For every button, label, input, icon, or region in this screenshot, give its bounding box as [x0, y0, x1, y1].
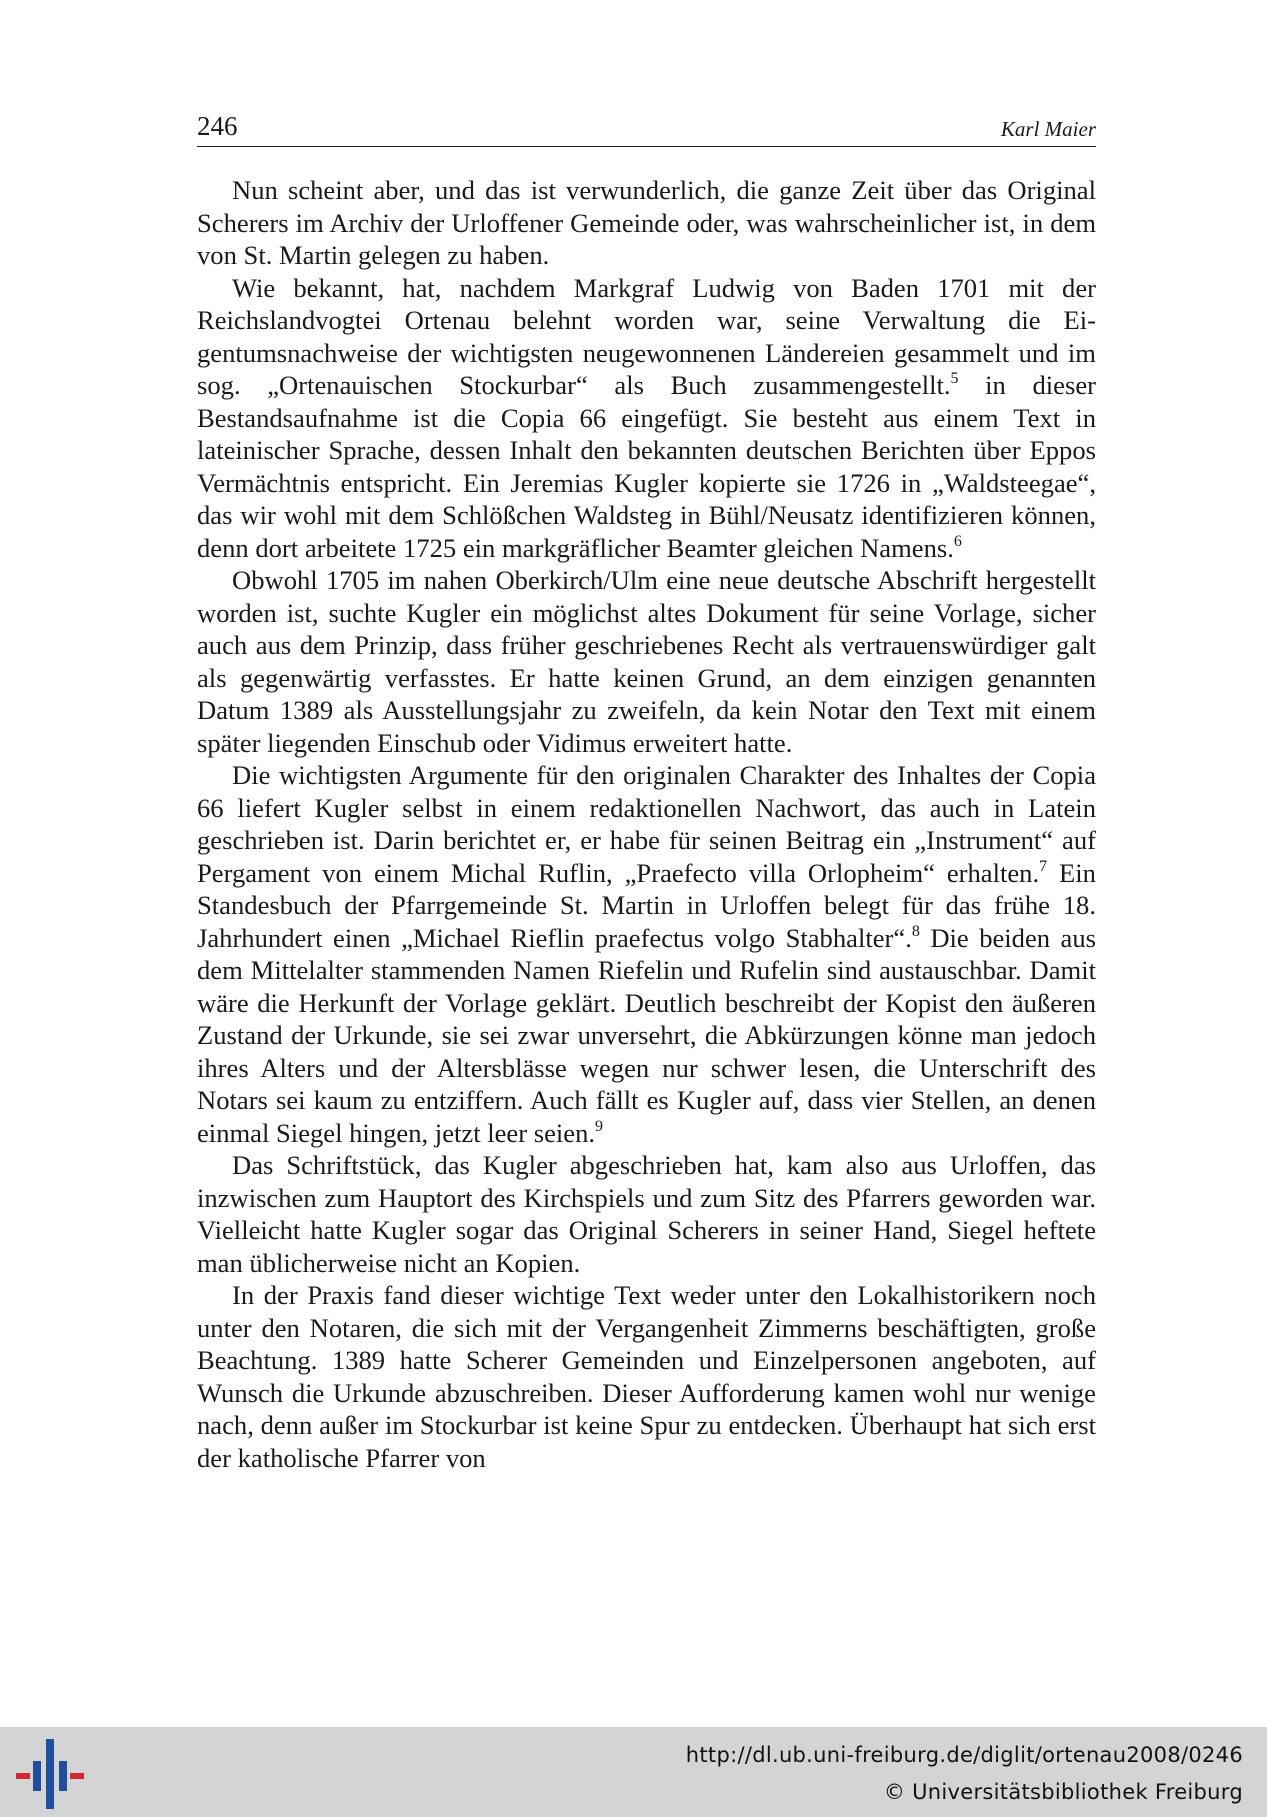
- paragraph: [197, 1149, 1096, 1279]
- footnote-reference[interactable]: 8: [911, 922, 920, 940]
- source-url-link[interactable]: http://dl.ub.uni-freiburg.de/diglit/ortenau2008/0246: [685, 1743, 1243, 1767]
- footnote-reference[interactable]: 9: [595, 1117, 604, 1135]
- paragraph: [197, 1279, 1096, 1474]
- page-header: [197, 110, 1096, 147]
- paragraph-text: In der Praxis fand dieser wichtige Text weder unter den Lokalhistorikern noch unter den Notaren, die sich mit der Vergangenheit Zimmerns beschäftigten, große Beachtung. 1389 hatte Scherer Gemeinden und Einzelpersonen angeboten, auf Wunsch die Urkunde abzuschreiben. Dieser Aufforderung kamen wohl nur wenige nach, denn außer im Stockurbar ist keine Spur zu entdecken. Überhaupt hat sich erst der katholische Pfarrer von: [197, 1280, 1096, 1473]
- paragraph-text: Das Schriftstück, das Kugler abgeschrieben hat, kam also aus Urloffen, das inzwischen zum Hauptort des Kirchspiels und zum Sitz des Pfarrers geworden war. Vielleicht hatte Kugler sogar das Original Scherers in seiner Hand, Siegel heftete man üblicherweise nicht an Kopien.: [197, 1150, 1096, 1278]
- paragraph: [197, 564, 1096, 759]
- ub-freiburg-logo-icon[interactable]: [14, 1739, 84, 1809]
- paragraph: [197, 759, 1096, 1149]
- paragraph-text: Obwohl 1705 im nahen Oberkirch/Ulm eine neue deutsche Abschrift hergestellt worden ist, suchte Kugler ein möglichst altes Dokument für seine Vorlage, sicher auch aus dem Prinzip, dass früher geschriebenes Recht als vertrauenswürdiger galt als gegenwärtig verfasstes. Er hatte keinen Grund, an dem einzigen genannten Datum 1389 als Ausstellungsjahr zu zweifeln, da kein Notar den Text mit einem später liegenden Einschub oder Vidimus erweitert hatte.: [197, 565, 1096, 758]
- paragraph-text: Ein Standesbuch der Pfarrgemeinde St. Martin in Urloffen belegt für das frühe 18. Jahrhundert einen „Michael Rieflin praefectus volgo Stabhalter“.: [197, 857, 1096, 953]
- body-text: [197, 174, 1096, 1474]
- paragraph-text: Die beiden aus dem Mittelalter stammenden Namen Riefelin und Rufelin sind austauschbar. Damit wäre die Herkunft der Vorlage geklärt. Deutlich beschreibt der Kopist den äußeren Zustand der Urkunde, sie sei zwar unversehrt, die Abkürzungen könne man jedoch ihres Alters und der Altersblässe wegen nur schwer lesen, die Unterschrift des Notars sei kaum zu entziffern. Auch fällt es Kugler auf, dass vier Stellen, an denen einmal Siegel hingen, jetzt leer seien.: [197, 922, 1097, 1148]
- footnote-reference[interactable]: 7: [1039, 857, 1048, 875]
- paragraph-text: Nun scheint aber, und das ist verwunderlich, die ganze Zeit über das Original Scherers im Archiv der Urloffener Gemeinde oder, was wahrscheinlicher ist, in dem von St. Martin gelegen zu haben.: [197, 175, 1096, 270]
- footnote-reference[interactable]: 6: [953, 532, 962, 550]
- footnote-reference[interactable]: 5: [950, 370, 959, 387]
- running-head-author: Karl Maier: [1000, 117, 1096, 141]
- page-number: 246: [197, 111, 238, 141]
- paragraph-text: Die wichtigsten Argumente für den originalen Charakter des Inhaltes der Copia 66 liefert Kugler selbst in einem redaktionellen Nachwort, das auch in Latein geschrieben ist. Darin berichtet er, er habe für seinen Beitrag ein „Instrument“ auf Pergament von einem Michal Ruflin, „Praefecto villa Orlopheim“ erhalten.: [197, 760, 1096, 888]
- paragraph: [197, 272, 1096, 565]
- paragraph-text: Wie bekannt, hat, nachdem Markgraf Ludwig von Baden 1701 mit der Reichslandvogtei Ortenau belehnt worden war, seine Verwaltung die Eigentumsnachweise der wichtigsten neugewonnenen Ländereien gesammelt und im sog. „Ortenauischen Stockurbar“ als Buch zusammengestellt.: [197, 272, 1096, 400]
- copyright-notice: © Universitätsbibliothek Freiburg: [883, 1780, 1243, 1804]
- footer-bar: [0, 1727, 1267, 1817]
- paragraph: [197, 174, 1096, 272]
- paragraph-text: in dieser Bestandsaufnahme ist die Copia 66 eingefügt. Sie besteht aus einem Text in lateinischer Sprache, dessen Inhalt den bekannten deutschen Berichten über Eppos Vermächtnis entspricht. Ein Jeremias Kugler kopierte sie 1726 in „Waldsteegae“, das wir wohl mit dem Schlößchen Waldsteg in Bühl/Neusatz identifizieren können, denn dort arbeitete 1725 ein markgräflicher Beamter gleichen Namens.: [197, 370, 1096, 563]
